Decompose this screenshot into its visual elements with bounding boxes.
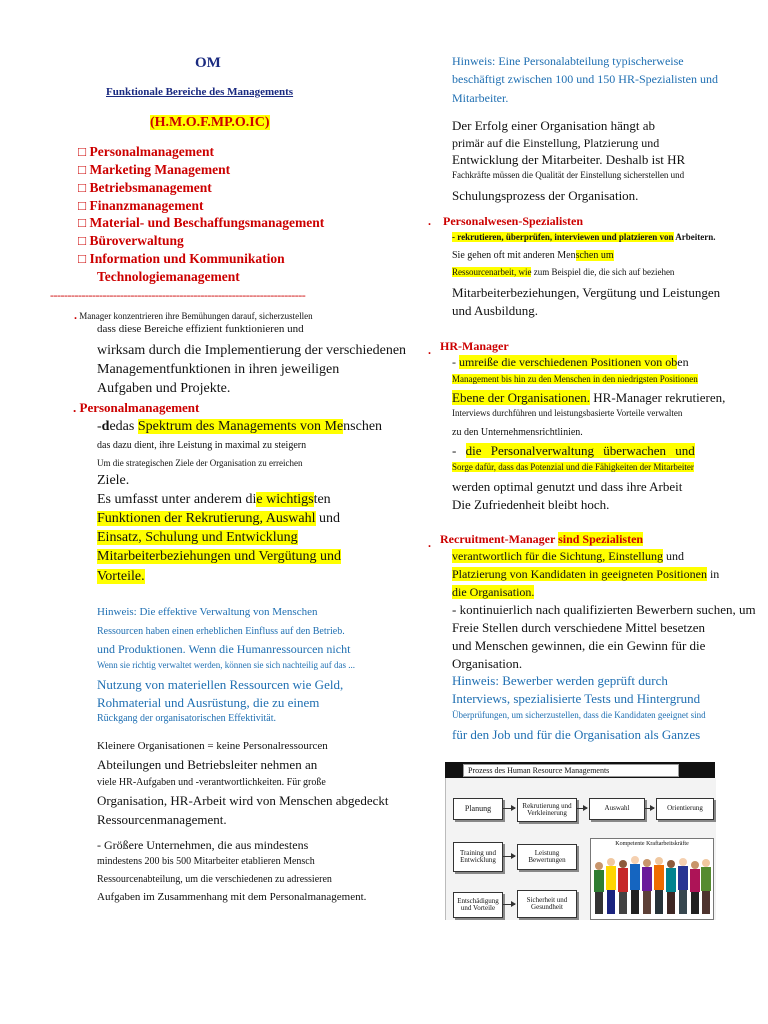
- rec-line: die Organisation.: [452, 585, 535, 599]
- person-icon: [690, 861, 700, 914]
- rec-line: Organisation.: [452, 656, 523, 671]
- hint-line: Hinweis: Eine Personalabteilung typischerweise: [452, 54, 684, 68]
- list-item: [78, 233, 184, 249]
- intro-line: . Manager konzentrieren ihre Bemühungen darauf, sicherzustellen: [74, 308, 313, 322]
- section-heading-spezialisten: . Personalwesen-Spezialisten: [428, 214, 583, 228]
- pm-line: Um die strategischen Ziele der Organisation zu erreichen: [97, 458, 303, 468]
- diagram-title: Prozess des Human Resource Managements: [463, 764, 679, 777]
- hrm-process-diagram: [445, 762, 715, 920]
- pm-line: Vorteile.: [97, 569, 145, 584]
- box-auswahl: Auswahl: [589, 798, 645, 820]
- pm-line: -dedas Spektrum des Managements von Menschen: [97, 419, 383, 434]
- box-icon: □: [78, 233, 87, 248]
- intro-line: Managementfunktionen in ihren jeweiligen: [97, 362, 340, 377]
- section-heading-text: Personalwesen-Spezialisten: [443, 214, 583, 228]
- rec-line: Platzierung von Kandidaten in geeigneten Positionen in: [452, 567, 720, 581]
- pm-line: Es umfasst unter anderem die wichtigsten: [97, 492, 331, 507]
- spec-line: Mitarbeiterbeziehungen, Vergütung und Leistungen: [452, 285, 721, 300]
- intro-line: dass diese Bereiche effizient funktionieren und: [97, 323, 304, 335]
- intro-text: Manager konzentrieren ihre Bemühungen darauf, sicherzustellen: [79, 311, 313, 321]
- note-line: Ressourcen haben einen erheblichen Einfluss auf den Betrieb.: [97, 626, 345, 637]
- list-item-label: Marketing Management: [89, 162, 231, 177]
- small-org-line: Kleinere Organisationen = keine Personalressourcen: [97, 740, 328, 752]
- person-icon: [618, 860, 628, 914]
- note-line: Wenn sie richtig verwaltet werden, können sie sich nachteilig auf das ...: [97, 660, 355, 670]
- section-heading-personalmanagement: . Personalmanagement: [73, 400, 200, 415]
- arrow-icon: [577, 808, 587, 809]
- acronym-text: (H.M.O.F.MP.O.IC): [150, 115, 270, 130]
- box-orientierung: Orientierung: [656, 798, 714, 820]
- success-line: Schulungsprozess der Organisation.: [452, 188, 639, 203]
- arrow-icon: [503, 856, 515, 857]
- arrow-icon: [503, 808, 515, 809]
- hrm-line: - die Personalverwaltung überwachen und: [452, 443, 695, 458]
- pm-line: Mitarbeiterbeziehungen und Vergütung und: [97, 549, 342, 564]
- section-heading-recruitment: . Recruitment-Manager sind Spezialisten: [428, 532, 644, 550]
- box-leistung: Leistung Bewertungen: [517, 844, 577, 870]
- list-item: [78, 162, 230, 178]
- large-org-line: Aufgaben im Zusammenhang mit dem Personalmanagement.: [97, 891, 367, 903]
- hrm-line: Interviews durchführen und leistungsbasierte Vorteile verwalten: [452, 408, 683, 418]
- spec-line: Ressourcenarbeit, wie zum Beispiel die, die sich auf beziehen: [452, 267, 675, 277]
- success-line: Der Erfolg einer Organisation hängt ab: [452, 118, 655, 133]
- section-heading-text: HR-Manager: [440, 339, 509, 353]
- list-item: [78, 251, 285, 267]
- list-item-label: Büroverwaltung: [89, 233, 184, 248]
- list-item-label: Information und Kommunikation: [89, 251, 285, 266]
- list-item-label: Personalmanagement: [89, 144, 215, 159]
- list-item: Technologiemanagement: [97, 269, 240, 284]
- hrm-line: - umreiße die verschiedenen Positionen von oben: [452, 355, 689, 369]
- rec-line: Freie Stellen durch verschiedene Mittel besetzen: [452, 620, 706, 635]
- box-icon: □: [78, 180, 87, 195]
- box-rekrutierung: Rekrutierung und Verkleinerung: [517, 798, 577, 822]
- rec-note-line: für den Job und für die Organisation als Ganzes: [452, 727, 701, 742]
- box-icon: □: [78, 198, 87, 213]
- divider: -------------------------------------------------------------------------: [50, 288, 306, 302]
- page-subtitle: Funktionale Bereiche des Managements: [106, 86, 294, 98]
- box-entschaedigung: Entschädigung und Vorteile: [453, 892, 503, 918]
- spec-line: - rekrutieren, überprüfen, interviewen und platzieren von Arbeitern.: [452, 232, 716, 242]
- note-line: und Produktionen. Wenn die Humanressourcen nicht: [97, 642, 351, 656]
- hrm-line: Management bis hin zu den Menschen in den niedrigsten Positionen: [452, 374, 698, 384]
- intro-line: wirksam durch die Implementierung der verschiedenen: [97, 343, 407, 358]
- note-line: Rohmaterial und Ausrüstung, die zu einem: [97, 695, 320, 710]
- hrm-line: Sorge dafür, dass das Potenzial und die Fähigkeiten der Mitarbeiter: [452, 462, 694, 472]
- large-org-line: - Größere Unternehmen, die aus mindestens: [97, 838, 309, 852]
- list-item: [78, 180, 212, 196]
- section-heading-hr-manager: . HR-Manager: [428, 339, 509, 357]
- person-icon: [666, 860, 676, 914]
- rec-line: - kontinuierlich nach qualifizierten Bewerbern suchen, um: [452, 602, 756, 617]
- small-org-line: Organisation, HR-Arbeit wird von Menschen abgedeckt: [97, 793, 389, 808]
- spec-line: und Ausbildung.: [452, 303, 538, 318]
- success-line: Fachkräfte müssen die Qualität der Einstellung sicherstellen und: [452, 170, 685, 180]
- large-org-line: mindestens 200 bis 500 Mitarbeiter etablieren Mensch: [97, 856, 315, 867]
- list-item: [78, 144, 214, 160]
- small-org-line: Ressourcenmanagement.: [97, 812, 227, 827]
- pm-line: das dazu dient, ihre Leistung in maximal zu steigern: [97, 440, 307, 451]
- person-icon: [606, 858, 616, 914]
- person-icon: [654, 857, 664, 914]
- rec-note-line: Interviews, spezialisierte Tests und Hintergrund: [452, 691, 701, 706]
- hrm-line: zu den Unternehmensrichtlinien.: [452, 427, 583, 438]
- pm-line: Einsatz, Schulung und Entwicklung: [97, 530, 298, 545]
- people-illustration: [591, 850, 713, 918]
- rec-line: und Menschen gewinnen, die ein Gewinn für die: [452, 638, 706, 653]
- arrow-icon: [503, 904, 515, 905]
- person-icon: [701, 859, 711, 914]
- list-item: [78, 215, 324, 231]
- pm-line: Funktionen der Rekrutierung, Auswahl und: [97, 511, 341, 526]
- section-heading-text: Recruitment-Manager: [440, 532, 559, 546]
- large-org-line: Ressourcenabteilung, um die verschiedenen zu adressieren: [97, 874, 332, 885]
- box-sicherheit: Sicherheit und Gesundheit: [517, 890, 577, 918]
- person-icon: [678, 858, 688, 914]
- list-item-label: Betriebsmanagement: [89, 180, 212, 195]
- hrm-line: Die Zufriedenheit bleibt hoch.: [452, 497, 610, 512]
- small-org-line: viele HR-Aufgaben und -verantwortlichkeiten. Für große: [97, 777, 326, 788]
- hrm-line: werden optimal genutzt und dass ihre Arbeit: [452, 479, 683, 494]
- box-icon: □: [78, 162, 87, 177]
- hint-line: beschäftigt zwischen 100 und 150 HR-Spezialisten und: [452, 72, 718, 86]
- intro-line: Aufgaben und Projekte.: [97, 381, 231, 396]
- list-item-label: Finanzmanagement: [89, 198, 204, 213]
- arrow-icon: [645, 808, 654, 809]
- box-icon: □: [78, 144, 87, 159]
- success-line: primär auf die Einstellung, Platzierung und: [452, 136, 660, 150]
- note-line: Nutzung von materiellen Ressourcen wie Geld,: [97, 677, 344, 692]
- person-icon: [630, 856, 640, 914]
- note-line: Rückgang der organisatorischen Effektivität.: [97, 713, 277, 724]
- pm-line: Ziele.: [97, 473, 130, 488]
- rec-note-line: Überprüfungen, um sicherzustellen, dass die Kandidaten geeignet sind: [452, 710, 706, 720]
- list-item-label: Material- und Beschaffungsmanagement: [89, 215, 325, 230]
- person-icon: [594, 862, 604, 914]
- box-icon: □: [78, 215, 87, 230]
- list-item: [78, 198, 204, 214]
- small-org-line: Abteilungen und Betriebsleiter nehmen an: [97, 757, 318, 772]
- page-title: OM: [195, 55, 221, 71]
- spec-line: Sie gehen oft mit anderen Menschen um: [452, 250, 614, 261]
- diagram-title-bar: [445, 762, 715, 778]
- hrm-line: Ebene der Organisationen. HR-Manager rekrutieren,: [452, 390, 726, 405]
- workforce-panel: [590, 838, 714, 920]
- note-line: Hinweis: Die effektive Verwaltung von Menschen: [97, 606, 318, 618]
- acronym: [150, 115, 270, 131]
- rec-line: verantwortlich für die Sichtung, Einstellung und: [452, 549, 684, 563]
- rec-note-line: Hinweis: Bewerber werden geprüft durch: [452, 673, 668, 688]
- hint-line: Mitarbeiter.: [452, 91, 509, 105]
- success-line: Entwicklung der Mitarbeiter. Deshalb ist HR: [452, 152, 686, 167]
- workforce-label: Kompetente Kraftarbeitskräfte: [615, 841, 689, 847]
- person-icon: [642, 859, 652, 914]
- box-icon: □: [78, 251, 87, 266]
- box-training: Training und Entwicklung: [453, 842, 503, 872]
- box-planung: Planung: [453, 798, 503, 820]
